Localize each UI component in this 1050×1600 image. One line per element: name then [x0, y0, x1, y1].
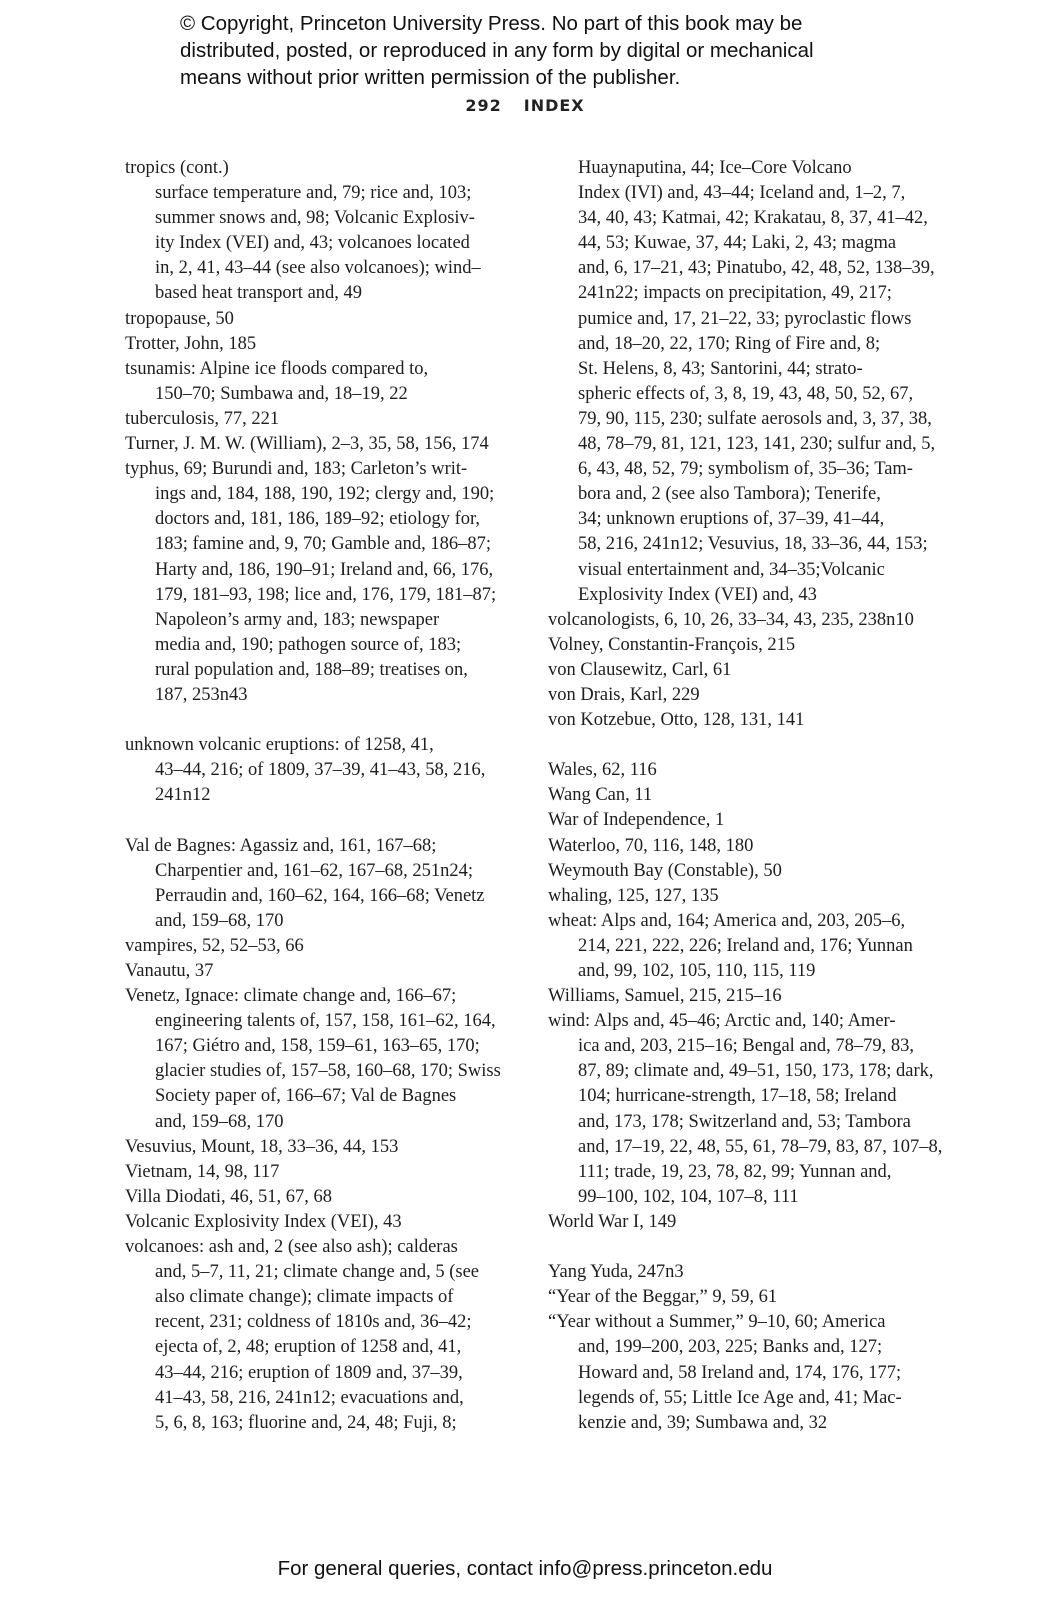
- index-entry: “Year of the Beggar,” 9, 59, 61: [548, 1287, 778, 1308]
- copyright-line: means without prior written permission of the publisher.: [180, 66, 681, 89]
- index-entry: Val de Bagnes: Agassiz and, 161, 167–68; Charpentier and, 161–62, 167–68, 251n24; Perraudin and, 160–62, 164, 166–68; Venetz and, 159–68, 170: [125, 835, 485, 931]
- index-entry: Waterloo, 70, 116, 148, 180: [548, 835, 754, 856]
- footer-contact: For general queries, contact info@press.princeton.edu: [277, 1557, 773, 1580]
- index-entry: Volcanic Explosivity Index (VEI), 43: [125, 1211, 402, 1232]
- index-entry: wind: Alps and, 45–46; Arctic and, 140; Amer- ica and, 203, 215–16; Bengal and, 78–79, 83, 87, 89; climate and, 49–51, 150, 173, 178; dark, 104; hurricane-strength, 17–18, 58; Ireland and, 173, 178; Switzerland and, 53; Tambora and, 17–19, 22, 48, 55, 61, 78–79, 83, 87, 107–8, 111; trade, 19, 23, 78, 82, 99; Yunnan and, 99–100, 102, 104, 107–8, 111: [548, 1011, 943, 1207]
- index-entry: von Drais, Karl, 229: [548, 684, 700, 705]
- index-entry: volcanoes: ash and, 2 (see also ash); calderas and, 5–7, 11, 21; climate change and, 5 (see also climate change); climate impacts of recent, 231; coldness of 1810s and, 36–42; ejecta of, 2, 48; eruption of 1258 and, 41, 43–44, 216; eruption of 1809 and, 37–39, 41–43, 58, 216, 241n12; evacuations and, 5, 6, 8, 163; fluorine and, 24, 48; Fuji, 8;: [125, 1237, 479, 1433]
- copyright-line: © Copyright, Princeton University Press. No part of this book may be: [180, 12, 803, 35]
- index-entry: von Clausewitz, Carl, 61: [548, 659, 732, 680]
- index-entry: unknown volcanic eruptions: of 1258, 41, 43–44, 216; of 1809, 37–39, 41–43, 58, 216, 241n12: [125, 735, 486, 806]
- index-entry: World War I, 149: [548, 1211, 677, 1232]
- index-entry: Vietnam, 14, 98, 117: [125, 1161, 280, 1182]
- index-entry: Vanautu, 37: [125, 961, 214, 981]
- copyright-notice: [180, 10, 940, 91]
- index-entry: Yang Yuda, 247n3: [548, 1262, 684, 1283]
- index-entry: “Year without a Summer,” 9–10, 60; America and, 199–200, 203, 225; Banks and, 127; Howard and, 58 Ireland and, 174, 176, 177; legends of, 55; Little Ice Age and, 41; Mac- kenzie and, 39; Sumbawa and, 32: [548, 1312, 902, 1433]
- index-entry: Volney, Constantin-François, 215: [548, 634, 796, 655]
- index-entry: Wang Can, 11: [548, 785, 653, 806]
- index-entry-continued: Huaynaputina, 44; Ice–Core Volcano Index (IVI) and, 43–44; Iceland and, 1–2, 7, 34, 40, 43; Katmai, 42; Krakatau, 8, 37, 41–42, 44, 53; Kuwae, 37, 44; Laki, 2, 43; magma and, 6, 17–21, 43; Pinatubo, 42, 48, 52, 138–39, 241n22; impacts on precipitation, 49, 217; pumice and, 17, 21–22, 33; pyroclastic flows and, 18–20, 22, 170; Ring of Fire and, 8; St. Helens, 8, 43; Santorini, 44; strato- spheric effects of, 3, 8, 19, 43, 48, 50, 52, 67, 79, 90, 115, 230; sulfate aerosols and, 3, 37, 38, 48, 78–79, 81, 121, 123, 141, 230; sulfur and, 5, 6, 43, 48, 52, 79; symbolism of, 35–36; Tam- bora and, 2 (see also Tambora); Tenerife, 34; unknown eruptions of, 37–39, 41–44, 58, 216, 241n12; Vesuvius, 18, 33–36, 44, 153; visual entertainment and, 34–35;Volcanic Explosivity Index (VEI) and, 43: [578, 158, 936, 605]
- index-entry: Williams, Samuel, 215, 215–16: [548, 986, 782, 1007]
- index-entry: War of Independence, 1: [548, 810, 725, 831]
- running-head: [0, 96, 1050, 115]
- index-entry: volcanologists, 6, 10, 26, 33–34, 43, 235, 238n10: [548, 609, 914, 630]
- index-entry: vampires, 52, 52–53, 66: [125, 935, 304, 956]
- index-entry: Trotter, John, 185: [125, 333, 257, 354]
- section-title: INDEX: [523, 96, 585, 115]
- index-column-right: [548, 156, 958, 1436]
- index-entry: whaling, 125, 127, 135: [548, 885, 719, 906]
- index-entry: tsunamis: Alpine ice floods compared to, 150–70; Sumbawa and, 18–19, 22: [125, 358, 429, 404]
- index-entry: Weymouth Bay (Constable), 50: [548, 860, 782, 881]
- index-entry: Wales, 62, 116: [548, 760, 657, 781]
- index-entry: Vesuvius, Mount, 18, 33–36, 44, 153: [125, 1136, 399, 1157]
- index-entry: wheat: Alps and, 164; America and, 203, 205–6, 214, 221, 222, 226; Ireland and, 176; Yunnan and, 99, 102, 105, 110, 115, 119: [548, 910, 913, 981]
- index-entry: Turner, J. M. W. (William), 2–3, 35, 58, 156, 174: [125, 434, 489, 455]
- index-column-left: [125, 156, 520, 1436]
- page-number: 292: [465, 96, 502, 115]
- index-entry: tropopause, 50: [125, 308, 234, 329]
- index-entry: Villa Diodati, 46, 51, 67, 68: [125, 1186, 332, 1207]
- index-entry: von Kotzebue, Otto, 128, 131, 141: [548, 710, 805, 731]
- index-entry: tuberculosis, 77, 221: [125, 408, 280, 429]
- index-entry: Venetz, Ignace: climate change and, 166–67; engineering talents of, 157, 158, 161–62, 164, 167; Giétro and, 158, 159–61, 163–65, 170; glacier studies of, 157–58, 160–68, 170; Swiss Society paper of, 166–67; Val de Bagnes and, 159–68, 170: [125, 986, 501, 1132]
- index-entry: typhus, 69; Burundi and, 183; Carleton’s writ- ings and, 184, 188, 190, 192; clergy and, 190; doctors and, 181, 186, 189–92; etiology for, 183; famine and, 9, 70; Gamble and, 186–87; Harty and, 186, 190–91; Ireland and, 66, 176, 179, 181–93, 198; lice and, 176, 179, 181–87; Napoleon’s army and, 183; newspaper media and, 190; pathogen source of, 183; rural population and, 188–89; treatises on, 187, 253n43: [125, 459, 497, 705]
- index-entry: tropics (cont.) surface temperature and, 79; rice and, 103; summer snows and, 98; Volcanic Explosiv- ity Index (VEI) and, 43; volcanoes located in, 2, 41, 43–44 (see also volcanoes); wind– based heat transport and, 49: [125, 158, 481, 304]
- copyright-line: distributed, posted, or reproduced in any form by digital or mechanical: [180, 39, 814, 62]
